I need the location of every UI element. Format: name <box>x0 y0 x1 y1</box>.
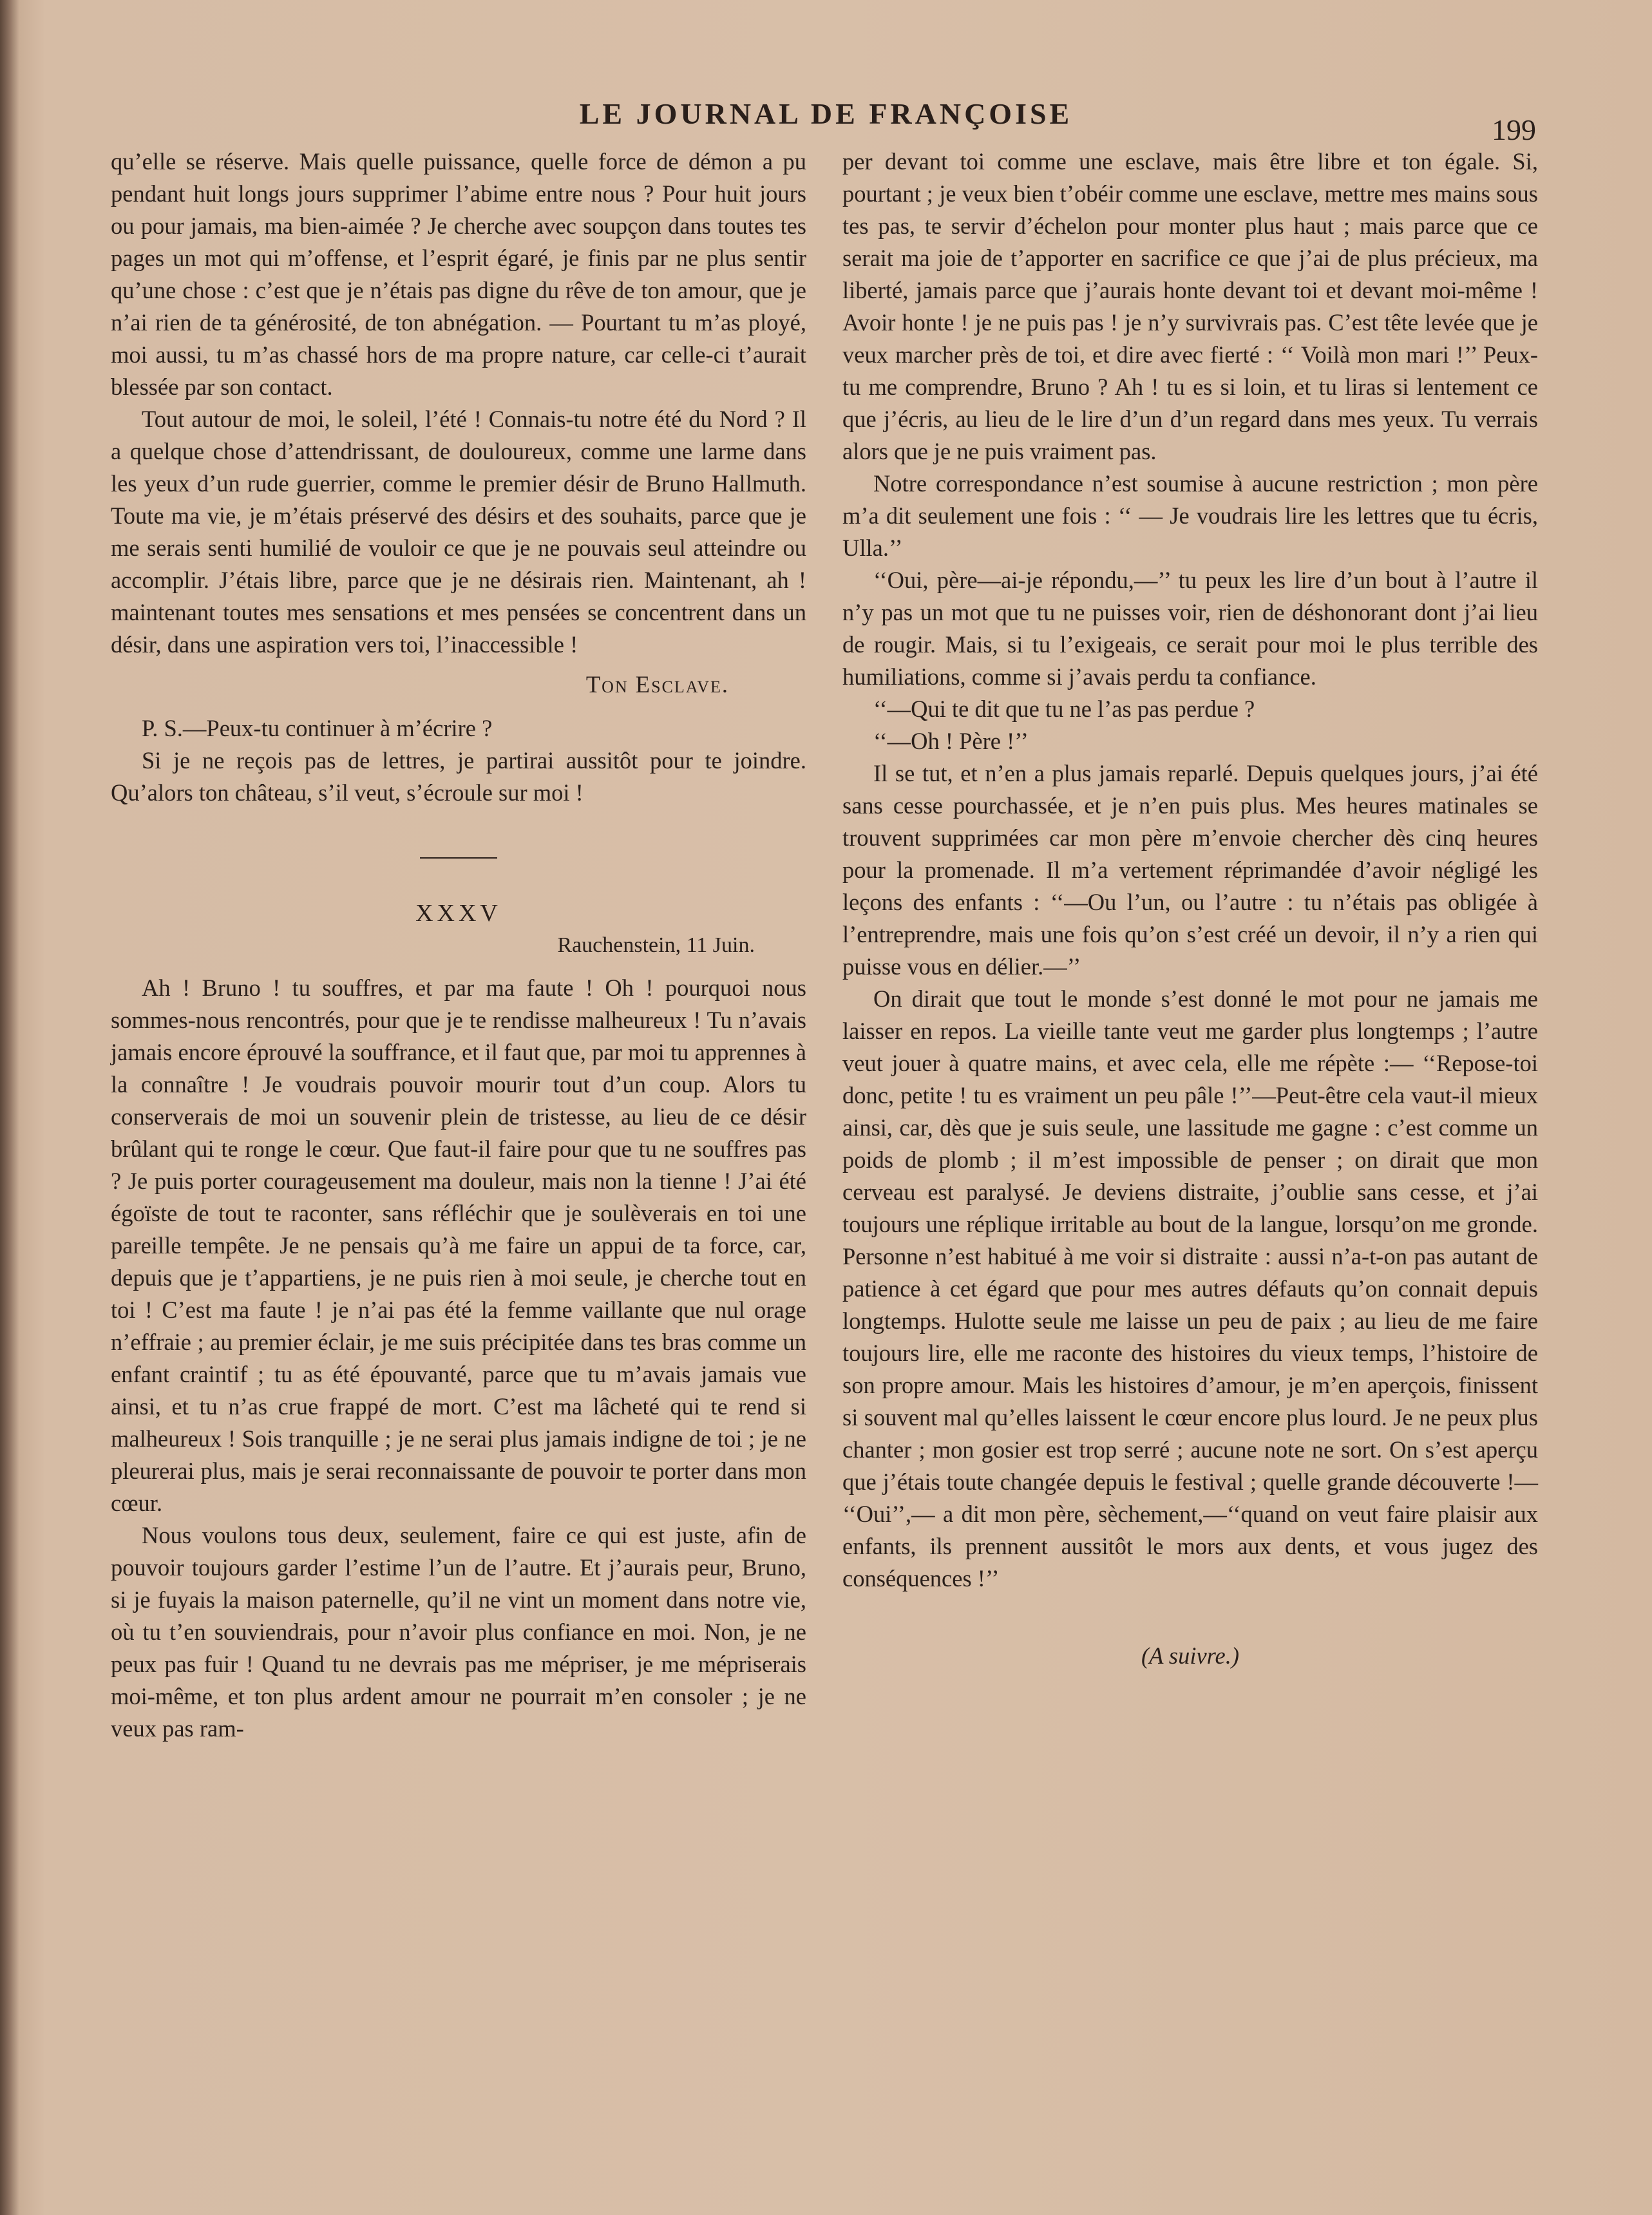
paragraph: ‘‘Oui, père—ai-je répondu,—’’ tu peux les lire d’un bout à l’autre il n’y pas un mot que tu ne puisses voir, rien de déshonorant dont j’ai lieu de rougir. Mais, si tu l’exigeais, ce serait pour moi le plus terrible des humiliations, comme si j’avais perdu ta confiance. <box>842 567 1538 690</box>
letter-signature: Ton Esclave. <box>585 671 729 698</box>
paragraph: Il se tut, et n’en a plus jamais reparlé. Depuis quelques jours, j’ai été sans cesse pourchassée, et je n’en puis plus. Mes heures matinales se trouvent supprimées car mon père m’envoie chercher dès cinq heures pour la promenade. Il m’a vertement réprimandée d’avoir négligé les leçons des enfants : ‘‘—Ou l’un, ou l’autre : tu n’étais pas obligée à l’entreprendre, mais une fois qu’on s’est créé un devoir, il n’y a rien qui puisse vous en délier.—’’ <box>842 760 1538 980</box>
paragraph: Ah ! Bruno ! tu souffres, et par ma faute ! Oh ! pourquoi nous sommes-nous rencontrés, pour que je te rendisse malheureux ! Tu n’avais jamais encore éprouvé la souffrance, et il faut que, par moi tu apprennes à la connaître ! Je voudrais pouvoir mourir tout d’un coup. Alors tu conserverais de moi un souvenir plein de tristesse, au lieu de ce désir brûlant qui te ronge le cœur. Que faut-il faire pour que tu ne souffres pas ? Je puis porter courageusement ma douleur, mais non la tienne ! J’ai été égoïste de tout te raconter, sans réfléchir que je soulèverais en toi une pareille tempête. Je ne pensais qu’à me faire un appui de ta force, car, depuis que je t’appartiens, je ne puis rien à moi seule, je cherche tout en toi ! C’est ma faute ! je n’ai pas été la femme vaillante que nul orage n’effraie ; au premier éclair, je me suis précipitée dans tes bras comme un enfant craintif ; tu as été épouvanté, parce que tu m’avais jamais vue ainsi, et tu n’as crue frappé de mort. C’est ma lâcheté qui te rend si malheureux ! Sois tranquille ; je ne serai plus jamais indigne de toi ; je ne pleurerai plus, mais je serai reconnaissante de pouvoir te porter dans mon cœur. <box>111 974 806 1516</box>
running-header: LE JOURNAL DE FRANÇOISE <box>579 97 1073 130</box>
paragraph: On dirait que tout le monde s’est donné le mot pour ne jamais me laisser en repos. La vieille tante veut me garder plus longtemps ; l’autre veut jouer à quatre mains, et avec cela, elle me répète :— ‘‘Repose-toi donc, petite ! tu es vraiment un peu pâle !’’—Peut-être cela vaut-il mieux ainsi, car, dès que je suis seule, une lassitude me gagne : c’est comme un poids de plomb ; il m’est impossible de penser ; on dirait que mon cerveau est paralysé. Je deviens distraite, j’oublie sans cesse, et j’ai toujours une réplique irritable au bout de la langue, lorsqu’on me gronde. Personne n’est habitué à me voir si distraite : aussi n’a-t-on pas autant de patience à cet égard que pour mes autres défauts qu’on connait depuis longtemps. Hulotte seule me laisse un peu de paix ; au lieu de me faire toujours lire, elle me raconte des histoires du vieux temps, l’histoire de son propre amour. Mais les histoires d’amour, je m’en aperçois, finissent si souvent mal qu’elles laissent le cœur encore plus lourd. Je ne peux plus chanter ; mon gosier est trop serré ; aucune note ne sort. On s’est aperçu que j’étais toute changée depuis le festival ; quelle grande découverte !— ‘‘Oui’’,— a dit mon père, sèchement,—‘‘quand on veut faire plaisir aux enfants, ils prennent aussitôt le mors aux dents, et vous jugez des conséquences !’’ <box>842 985 1538 1592</box>
chapter-heading: XXXV <box>415 900 502 927</box>
postscript: P. S.—Peux-tu continuer à m’écrire ? <box>142 715 493 741</box>
page-number: 199 <box>1492 113 1536 146</box>
dialogue-line: ‘‘—Oh ! Père !’’ <box>873 728 1029 754</box>
dialogue-line: ‘‘—Qui te dit que tu ne l’as pas perdue ? <box>873 696 1255 722</box>
paragraph: Tout autour de moi, le soleil, l’été ! Connais-tu notre été du Nord ? Il a quelque chose d’attendrissant, de douloureux, comme une larme dans les yeux d’un rude guerrier, comme le premier désir de Bruno Hallmuth. Toute ma vie, je m’étais préservé des désirs et des souhaits, parce que je me serais senti humilié de vouloir ce que je ne pouvais seul atteindre ou accomplir. J’étais libre, parce que je ne désirais rien. Maintenant, ah ! maintenant toutes mes sensations et mes pensées se concentrent dans un désir, dans une aspiration vers toi, l’inaccessible ! <box>111 406 806 658</box>
postscript-body: Si je ne reçois pas de lettres, je partirai aussitôt pour te joindre. Qu’alors ton château, s’il veut, s’écroule sur moi ! <box>111 747 806 806</box>
paragraph: Notre correspondance n’est soumise à aucune restriction ; mon père m’a dit seulement une fois : ‘‘ — Je voudrais lire les lettres que tu écris, Ulla.’’ <box>842 470 1538 561</box>
right-column <box>842 146 1538 1672</box>
paragraph: per devant toi comme une esclave, mais être libre et ton égale. Si, pourtant ; je veux bien t’obéir comme une esclave, mettre mes mains sous tes pas, te servir d’échelon pour monter plus haut ; mais parce que ce serait ma joie de t’apporter en sacrifice ce que j’ai de plus précieux, ma liberté, jamais parce que j’aurais honte devant toi et devant moi-même ! Avoir honte ! je ne puis pas ! je n’y survivrais pas. C’est tête levée que je veux marcher près de toi, et dire avec fierté : ‘‘ Voilà mon mari !’’ Peux-tu me comprendre, Bruno ? Ah ! tu es si loin, et tu liras si lentement ce que j’écris, au lieu de le lire d’un d’un regard dans mes yeux. Tu verrais alors que je ne puis vraiment pas. <box>842 148 1538 464</box>
paragraph: qu’elle se réserve. Mais quelle puissance, quelle force de démon a pu pendant huit longs jours supprimer l’abime entre nous ? Pour huit jours ou pour jamais, ma bien-aimée ? Je cherche avec soupçon dans toutes tes pages un mot qui m’offense, et l’esprit égaré, je finis par ne plus sentir qu’une chose : c’est que je n’étais pas digne du rêve de ton amour, que je n’ai rien de ta générosité, de ton abnégation. — Pourtant tu m’as ployé, moi aussi, tu m’as chassé hors de ma propre nature, car celle-ci t’aurait blessée par son contact. <box>111 148 806 400</box>
to-be-continued: (A suivre.) <box>1141 1642 1240 1669</box>
section-divider <box>420 857 497 859</box>
dateline: Rauchenstein, 11 Juin. <box>557 933 755 957</box>
left-column <box>111 146 806 1745</box>
paragraph: Nous voulons tous deux, seulement, faire ce qui est juste, afin de pouvoir toujours garder l’estime l’un de l’autre. Et j’aurais peur, Bruno, si je fuyais la maison paternelle, qu’il ne vint un moment dans notre vie, où tu t’en souviendrais, pour n’avoir plus confiance en moi. Non, je ne peux pas fuir ! Quand tu ne devrais pas me mépriser, je me mépriserais moi-même, et ton plus ardent amour ne pourrait m’en consoler ; je ne veux pas ram- <box>111 1522 806 1742</box>
